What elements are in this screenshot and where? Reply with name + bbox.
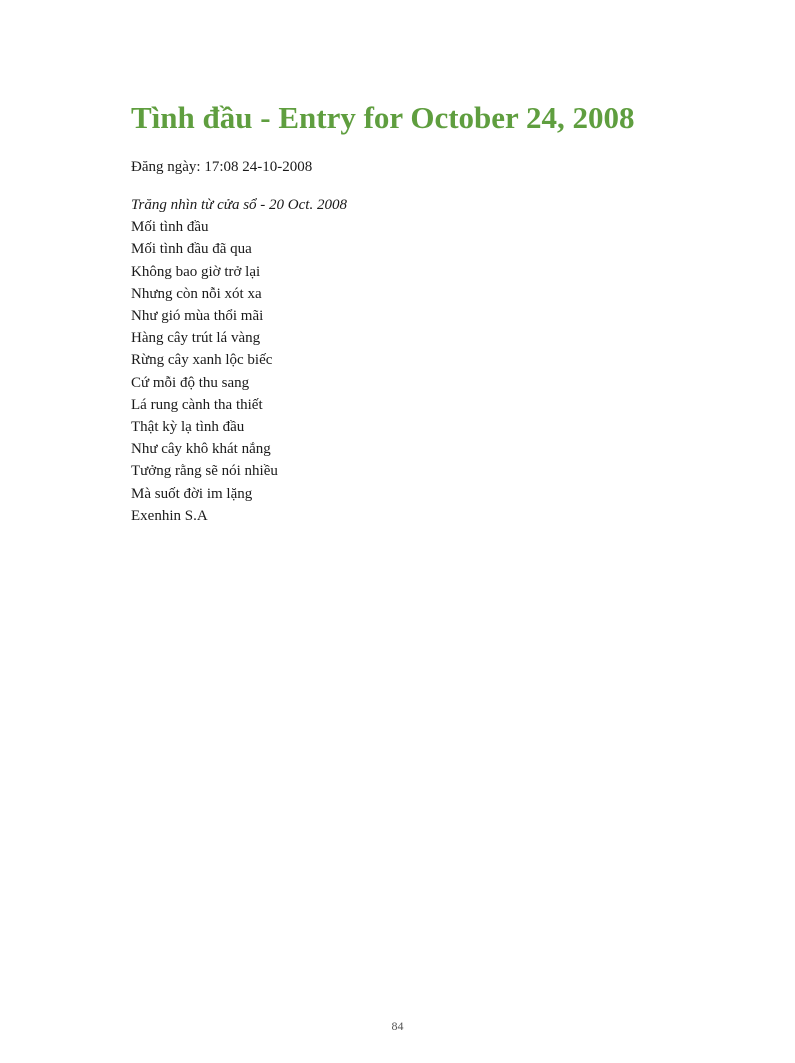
poem-line: Lá rung cành tha thiết [131,396,263,413]
poem-line: Mà suốt đời im lặng [131,485,253,502]
poem-body [131,194,347,527]
poem-line: Nhưng còn nỗi xót xa [131,285,262,302]
posted-date: Đăng ngày: 17:08 24-10-2008 [131,159,313,175]
poem-line: Mối tình đầu [131,219,209,236]
poem-line: Như gió mùa thổi mãi [131,308,264,325]
author-signature: Exenhin S.A [131,507,208,524]
poem-line: Thật kỳ lạ tình đầu [131,419,245,436]
poem-line: Mối tình đầu đã qua [131,241,252,258]
poem-line: Rừng cây xanh lộc biếc [131,352,273,369]
poem-line: Không bao giờ trở lại [131,263,261,280]
poem-subtitle: Trăng nhìn từ cửa sổ - 20 Oct. 2008 [131,197,347,213]
page-number: 84 [391,1019,404,1033]
poem-line: Tưởng rằng sẽ nói nhiều [131,463,278,480]
poem-line: Hàng cây trút lá vàng [131,330,261,347]
poem-line: Như cây khô khát nắng [131,441,271,458]
poem-line: Cứ mỗi độ thu sang [131,374,250,391]
entry-title: Tình đầu - Entry for October 24, 2008 [131,100,635,135]
